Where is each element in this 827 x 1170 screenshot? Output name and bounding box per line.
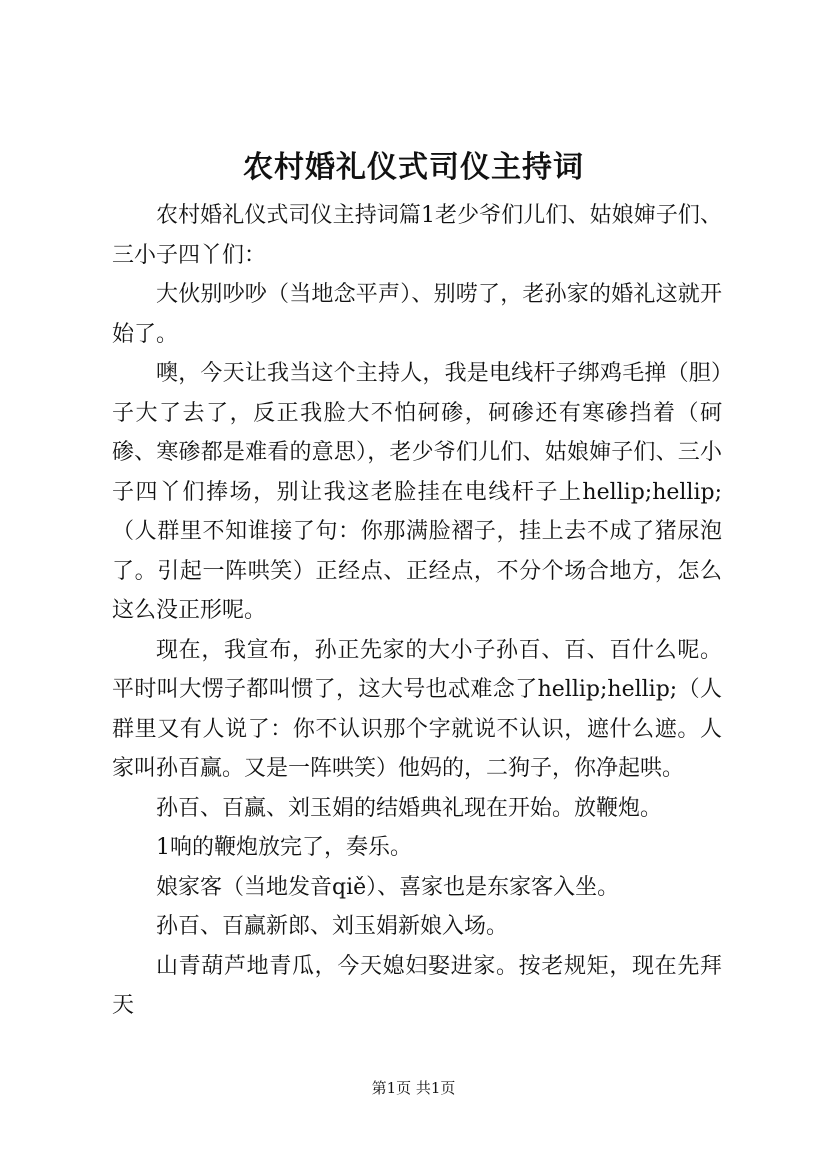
paragraph: 1响的鞭炮放完了，奏乐。 — [156, 835, 412, 860]
paragraph: 孙百、百赢、刘玉娟的结婚典礼现在开始。放鞭炮。 — [156, 795, 663, 821]
paragraph: 农村婚礼仪式司仪主持词篇1老少爷们儿们、姑娘婶子们、三小子四丫们： — [112, 203, 722, 268]
page-footer: 第1页 共1页 — [371, 1079, 456, 1097]
paragraph: 孙百、百赢新郎、刘玉娟新娘入场。 — [156, 914, 509, 939]
document-title: 农村婚礼仪式司仪主持词 — [243, 150, 584, 185]
paragraph: 山青葫芦地青瓜，今天媳妇娶进家。按老规矩，现在先拜天 — [112, 953, 722, 1018]
paragraph: 现在，我宣布，孙正先家的大小子孙百、百、百什么呢。平时叫大愣子都叫惯了，这大号也忒难念了hellip;hellip;（人群里又有人说了：你不认识那个字就说不认识，遮什么遮。人家叫孙百赢。又是一阵哄笑）他妈的，二狗子，你净起哄。 — [112, 637, 722, 781]
paragraph: 噢，今天让我当这个主持人，我是电线杆子绑鸡毛掸（胆）子大了去了，反正我脸大不怕砢碜，砢碜还有寒碜挡着（砢碜、寒碜都是难看的意思），老少爷们儿们、姑娘婶子们、三小子四丫们捧场，别让我这老脸挂在电线杆子上hellip;hellip;（人群里不知谁接了句：你那满脸褶子，挂上去不成了猪尿泡了。引起一阵哄笑）正经点、正经点，不分个场合地方，怎么这么没正形呢。 — [112, 361, 722, 623]
paragraph: 大伙别吵吵（当地念平声）、别唠了，老孙家的婚礼这就开始了。 — [112, 282, 722, 347]
paragraph: 娘家客（当地发音qiě）、喜家也是东家客入坐。 — [156, 874, 620, 900]
document-body — [112, 196, 722, 1026]
